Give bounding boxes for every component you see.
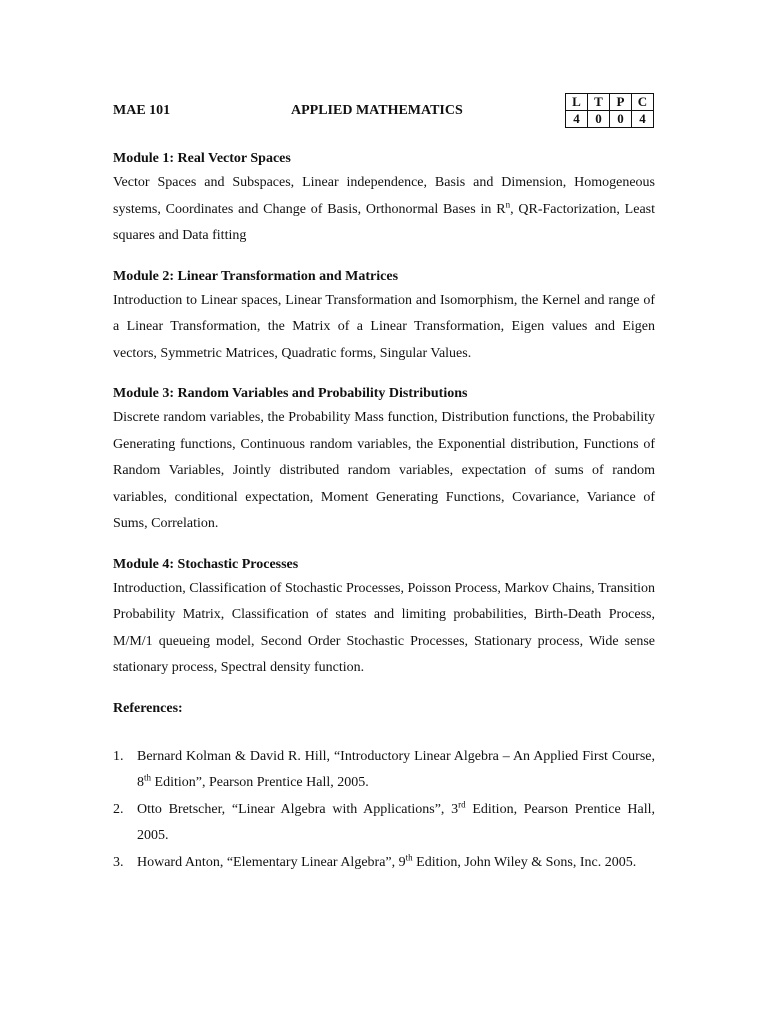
course-code: MAE 101: [113, 103, 171, 118]
module-body-text: , QR-Factorization, Least squares and Data fitting: [113, 201, 655, 243]
superscript: th: [144, 772, 152, 783]
module-body: Introduction to Linear spaces, Linear Transformation and Isomorphism, the Kernel and range of a Linear Transformation, the Matrix of a Linear Transformation, Eigen values and Eigen vectors, Symmetric Matrices, Quadratic forms, Singular Values.: [113, 292, 655, 361]
module-body: Introduction, Classification of Stochastic Processes, Poisson Process, Markov Chains, Transition Probability Matrix, Classification of states and limiting probabilities, Birth-Death Process, M/M/1 queueing model, Second Order Stochastic Processes, Stationary process, Wide sense stationary process, Spectral density function.: [113, 580, 655, 675]
credits-value-c: 4: [632, 111, 654, 128]
credits-value-l: 4: [566, 111, 588, 128]
module-4: [113, 554, 655, 682]
reference-text: Edition, Pearson Prentice Hall, 2005.: [137, 801, 655, 843]
reference-text: Bernard Kolman & David R. Hill, “Introductory Linear Algebra – An Applied First Course, 8: [137, 748, 655, 790]
references-heading: References:: [113, 700, 183, 716]
credits-table: [565, 93, 654, 128]
credits-header-p: P: [610, 94, 632, 111]
reference-item: [113, 797, 655, 850]
module-body: [113, 170, 655, 250]
reference-number: 3.: [113, 854, 124, 870]
module-title: Module 3: Random Variables and Probability Distributions: [113, 386, 468, 401]
module-1: [113, 148, 655, 250]
credits-value-t: 0: [588, 111, 610, 128]
credits-header-l: L: [566, 94, 588, 111]
credits-header-row: [566, 94, 654, 111]
reference-item: [113, 744, 655, 797]
course-title: APPLIED MATHEMATICS: [291, 103, 463, 118]
course-header: [113, 103, 768, 123]
reference-number: 1.: [113, 748, 124, 764]
reference-number: 2.: [113, 801, 124, 817]
module-2: [113, 266, 655, 368]
module-title: Module 4: Stochastic Processes: [113, 556, 299, 572]
credits-value-p: 0: [610, 111, 632, 128]
module-title: Module 1: Real Vector Spaces: [113, 151, 291, 166]
superscript: rd: [458, 798, 466, 809]
superscript: n: [505, 198, 511, 209]
syllabus-content: [113, 148, 655, 876]
reference-text: Edition, John Wiley & Sons, Inc. 2005.: [412, 854, 637, 870]
module-title: Module 2: Linear Transformation and Matrices: [113, 268, 399, 284]
module-body: Discrete random variables, the Probability Mass function, Distribution functions, the Probability Generating functions, Continuous random variables, the Exponential distribution, Functions of Random Variables, Jointly distributed random variables, expectation of sums of random variables, conditional expectation, Moment Generating Functions, Covariance, Variance of Sums, Correlation.: [113, 410, 655, 531]
module-body-text: Vector Spaces and Subspaces, Linear independence, Basis and Dimension, Homogeneous systems, Coordinates and Change of Basis, Orthonormal Bases in R: [113, 175, 655, 217]
reference-text: Edition”, Pearson Prentice Hall, 2005.: [151, 775, 369, 790]
reference-text: Howard Anton, “Elementary Linear Algebra”, 9: [137, 854, 406, 870]
credits-header-t: T: [588, 94, 610, 111]
references-list: [113, 744, 655, 877]
module-3: [113, 383, 655, 538]
credits-header-c: C: [632, 94, 654, 111]
credits-value-row: [566, 111, 654, 128]
reference-text: Otto Bretscher, “Linear Algebra with Applications”, 3: [137, 801, 459, 817]
superscript: th: [405, 851, 413, 862]
reference-item: [113, 850, 655, 877]
